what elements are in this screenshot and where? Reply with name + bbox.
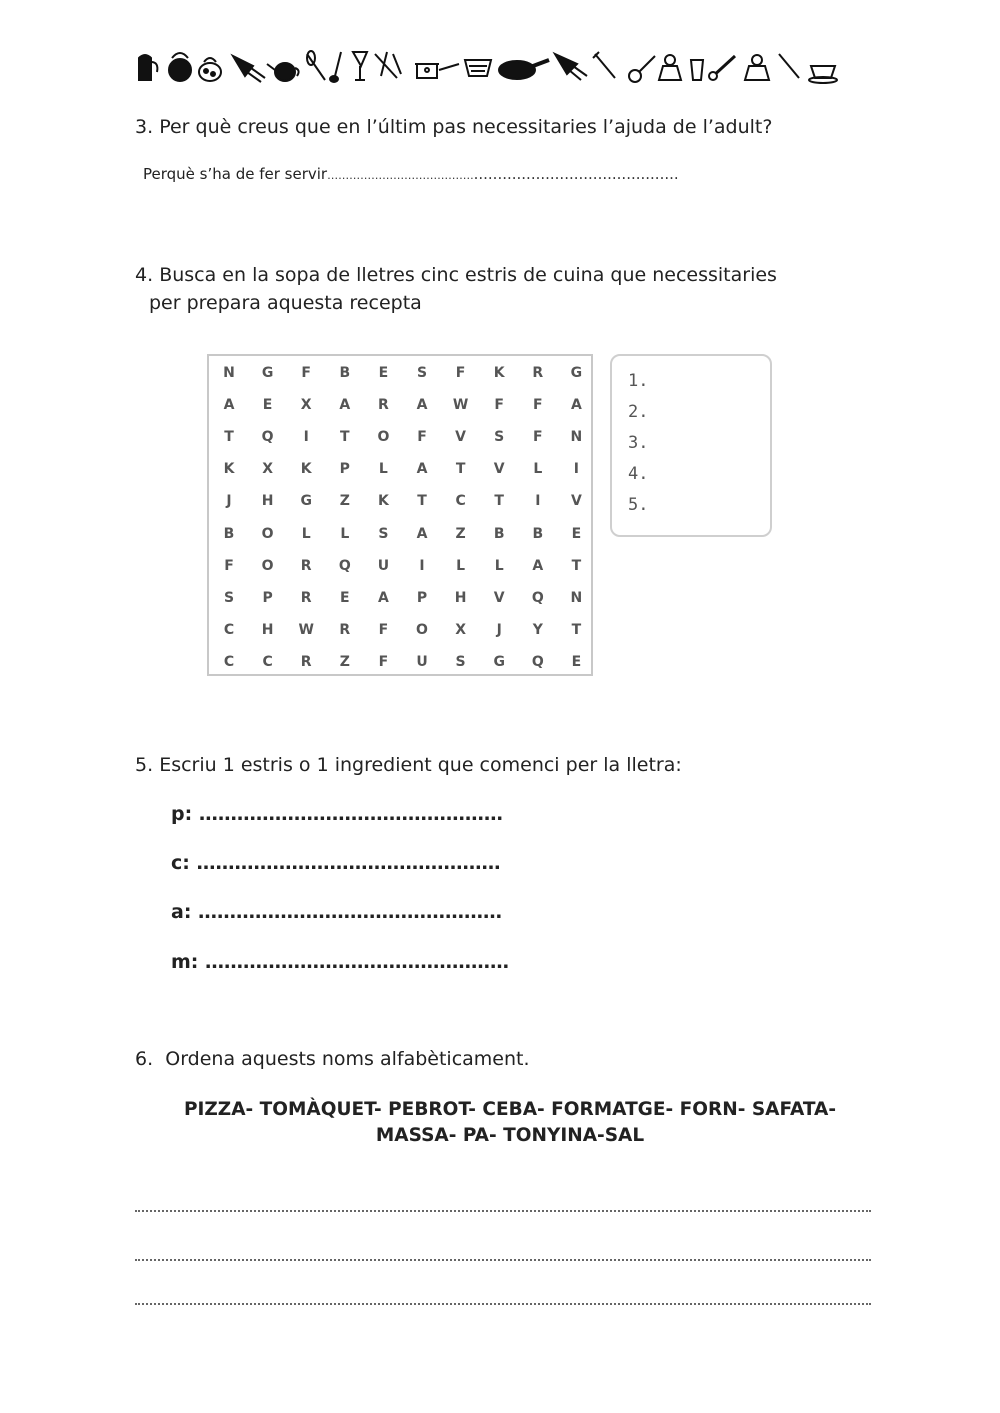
write-line-3[interactable]	[135, 1303, 871, 1305]
grid-letter[interactable]: S	[455, 653, 466, 670]
grid-letter[interactable]: B	[532, 525, 544, 542]
fill-dots: …………………………………………	[196, 852, 501, 874]
grid-letter[interactable]: C	[223, 621, 235, 638]
kettle-icon	[169, 53, 191, 81]
grid-letter[interactable]: A	[377, 589, 389, 606]
grid-letter[interactable]: U	[377, 557, 390, 574]
grid-letter[interactable]: T	[417, 493, 427, 510]
glass-icon	[691, 60, 703, 80]
grid-letter[interactable]: E	[378, 365, 389, 381]
grid-letter[interactable]: A	[416, 525, 428, 542]
grid-letter[interactable]: C	[455, 493, 466, 510]
grid-letter[interactable]: A	[223, 397, 235, 414]
question-text: Escriu 1 estris o 1 ingredient que comenci per la lletra:	[159, 754, 682, 776]
grid-letter[interactable]: G	[300, 493, 312, 510]
grid-letter[interactable]: K	[300, 461, 312, 478]
grid-letter[interactable]: H	[454, 589, 467, 606]
answer-number: 4.	[628, 464, 649, 484]
grid-letter[interactable]: R	[532, 365, 544, 381]
grid-letter[interactable]: J	[226, 493, 232, 510]
gingerbread-icon	[659, 55, 681, 80]
question-text: Per què creus que en l’últim pas necessitaries l’ajuda de l’adult?	[159, 116, 773, 138]
grid-letter[interactable]: K	[223, 461, 235, 478]
grid-letter[interactable]: F	[494, 397, 504, 414]
answer-box[interactable]	[610, 354, 772, 537]
grid-letter[interactable]: V	[455, 429, 467, 446]
grid-letter[interactable]: L	[533, 461, 543, 478]
grid-letter[interactable]: A	[416, 461, 428, 478]
question-text-line1: Busca en la sopa de lletres cinc estris de cuina que necessitaries	[159, 264, 777, 286]
answer-dots-small: ………………………………….	[327, 169, 474, 182]
grid-letter[interactable]: K	[377, 493, 389, 510]
question-text: Ordena aquests noms alfabèticament.	[165, 1048, 530, 1070]
letter-label: p:	[171, 803, 193, 825]
grid-letter[interactable]: R	[339, 621, 351, 638]
grid-letter[interactable]: Z	[339, 493, 350, 510]
frying-pan-icon	[499, 60, 549, 79]
knife-icon	[709, 56, 735, 80]
spoon-icon	[330, 52, 341, 82]
grid-letter[interactable]: F	[224, 557, 234, 574]
grid-letter[interactable]: P	[262, 589, 273, 606]
word-list-line2: MASSA- PA- TONYINA-SAL	[375, 1125, 645, 1146]
grid-letter[interactable]: L	[378, 461, 388, 478]
fill-line-a[interactable]	[171, 901, 502, 923]
grid-letter[interactable]: N	[570, 429, 583, 446]
grid-letter[interactable]: G	[570, 365, 583, 381]
grid-letter[interactable]: E	[262, 397, 273, 414]
letter-label: m:	[171, 951, 199, 973]
fill-dots: …………………………………………	[198, 803, 503, 825]
answer-number: 1.	[628, 371, 649, 391]
grid-letter[interactable]: Q	[531, 653, 544, 670]
grid-letter[interactable]: G	[261, 365, 274, 381]
pizza-cutter-icon	[629, 56, 655, 82]
whisk-icon	[307, 51, 325, 80]
answer-prefix: Perquè s’ha de fer servir	[143, 165, 328, 183]
grid-letter[interactable]: L	[301, 525, 311, 542]
write-line-2[interactable]	[135, 1259, 871, 1261]
grid-letter[interactable]: E	[571, 525, 582, 542]
kettle-icon	[139, 55, 157, 80]
grid-letter[interactable]: P	[339, 461, 350, 478]
word-search-grid[interactable]	[207, 354, 593, 676]
grid-letter[interactable]: I	[535, 493, 541, 510]
grid-letter[interactable]: Q	[531, 589, 544, 606]
grid-letter[interactable]: E	[571, 653, 582, 670]
grid-letter[interactable]: R	[378, 397, 389, 414]
grid-letter[interactable]: C	[262, 653, 273, 670]
grid-letter[interactable]: O	[261, 525, 274, 542]
grater-icon	[465, 60, 491, 76]
grid-letter[interactable]: S	[416, 365, 428, 381]
grid-letter[interactable]: T	[494, 493, 504, 510]
question-number: 4.	[135, 264, 154, 286]
grid-letter[interactable]: S	[378, 525, 389, 542]
grid-letter[interactable]: J	[496, 621, 502, 638]
grid-letter[interactable]: S	[223, 589, 235, 606]
question-number: 5.	[135, 754, 154, 776]
word-list	[135, 1097, 885, 1149]
cup-icon	[809, 66, 837, 83]
question-text-line2: per prepara aquesta recepta	[149, 292, 422, 314]
grid-letter[interactable]: B	[339, 365, 351, 381]
grid-letter[interactable]: F	[533, 429, 543, 446]
grid-letter[interactable]: W	[452, 397, 469, 414]
grid-letter[interactable]: Q	[261, 429, 274, 446]
grid-letter[interactable]: O	[416, 621, 428, 638]
mixer-icon	[233, 56, 265, 82]
question-6	[135, 1048, 530, 1070]
grid-letter[interactable]: O	[261, 557, 274, 574]
grid-letter[interactable]: T	[340, 429, 350, 446]
teapot-icon	[199, 58, 221, 81]
grid-letter[interactable]: T	[571, 621, 582, 638]
answer-number: 5.	[628, 495, 649, 515]
letter-label: c:	[171, 852, 190, 874]
grid-letter[interactable]: V	[570, 493, 582, 510]
grid-letter[interactable]: Q	[338, 557, 351, 574]
grid-letter[interactable]: X	[300, 397, 312, 414]
answer-number: 2.	[628, 402, 649, 422]
grid-letter[interactable]: H	[261, 621, 274, 638]
grid-letter[interactable]: X	[262, 461, 273, 478]
grid-letter[interactable]: C	[223, 653, 235, 670]
utensils-icon	[375, 52, 401, 78]
grid-letter[interactable]: A	[532, 557, 544, 574]
grid-letter[interactable]: F	[301, 365, 311, 381]
question-number: 3.	[135, 116, 154, 138]
fill-line-p[interactable]	[171, 803, 503, 825]
grid-letter[interactable]: A	[416, 397, 428, 414]
grid-letter[interactable]: R	[300, 589, 312, 606]
grid-letter[interactable]: L	[494, 557, 504, 574]
answer-dots: ...........................................	[473, 165, 679, 183]
grid-letter[interactable]: R	[300, 557, 312, 574]
mixer-icon	[555, 54, 587, 80]
grid-letter[interactable]: P	[416, 589, 428, 606]
grid-letter[interactable]: U	[416, 653, 428, 670]
grid-letter[interactable]: N	[223, 365, 235, 381]
grid-letter[interactable]: A	[339, 397, 351, 414]
grid-letter[interactable]: L	[340, 525, 350, 542]
answer-line-3[interactable]	[143, 165, 679, 183]
grid-letter[interactable]: Z	[339, 653, 350, 670]
grid-letter[interactable]: F	[455, 365, 466, 381]
fork-icon	[779, 54, 799, 78]
grid-letter[interactable]: H	[261, 493, 274, 510]
grid-letter[interactable]: Y	[532, 621, 543, 638]
grid-letter[interactable]: K	[493, 365, 505, 381]
grid-letter[interactable]: S	[494, 429, 505, 446]
grid-letter[interactable]: I	[419, 557, 425, 574]
letter-label: a:	[171, 901, 192, 923]
grid-letter[interactable]: N	[570, 589, 583, 606]
grid-letter[interactable]: Z	[455, 525, 466, 542]
grid-letter[interactable]: T	[571, 557, 582, 574]
grid-letter[interactable]: W	[298, 621, 314, 638]
grid-letter[interactable]: V	[493, 589, 505, 606]
grid-letter[interactable]: O	[377, 429, 390, 446]
grid-letter[interactable]: E	[340, 589, 350, 606]
grid-letter[interactable]: F	[378, 653, 389, 670]
grid-letter[interactable]: X	[455, 621, 466, 638]
answer-number: 3.	[628, 433, 649, 453]
glass-icon	[353, 52, 367, 80]
fill-line-m[interactable]	[171, 951, 509, 973]
word-list-line1: PIZZA- TOMÀQUET- PEBROT- CEBA- FORMATGE- FORN- SAFATA-	[183, 1099, 837, 1120]
grid-letter[interactable]: T	[224, 429, 234, 446]
grid-letter[interactable]: T	[455, 461, 466, 478]
grid-letter[interactable]: I	[303, 429, 309, 446]
grid-letter[interactable]: R	[300, 653, 312, 670]
grid-letter[interactable]: G	[493, 653, 505, 670]
grid-letter[interactable]: V	[493, 461, 505, 478]
fill-dots: …………………………………………	[205, 951, 510, 973]
fill-line-c[interactable]	[171, 852, 501, 874]
teapot-icon	[267, 63, 299, 81]
grid-letter[interactable]: F	[533, 397, 543, 414]
write-line-1[interactable]	[135, 1210, 871, 1212]
grid-letter[interactable]: F	[378, 621, 389, 638]
grid-letter[interactable]: L	[456, 557, 466, 574]
question-3	[135, 116, 772, 138]
question-4	[135, 264, 777, 286]
fill-dots: …………………………………………	[198, 901, 503, 923]
grid-letter[interactable]: F	[417, 429, 427, 446]
fork-icon	[593, 52, 615, 78]
grid-letter[interactable]: B	[493, 525, 505, 542]
grid-letter[interactable]: A	[570, 397, 582, 414]
grid-letter[interactable]: B	[223, 525, 235, 542]
pot-icon	[415, 64, 459, 78]
question-5	[135, 754, 682, 776]
gingerbread-icon	[745, 55, 769, 80]
kitchen-utensils-border	[135, 46, 840, 86]
grid-letter[interactable]: I	[573, 461, 579, 478]
question-number: 6.	[135, 1048, 154, 1070]
